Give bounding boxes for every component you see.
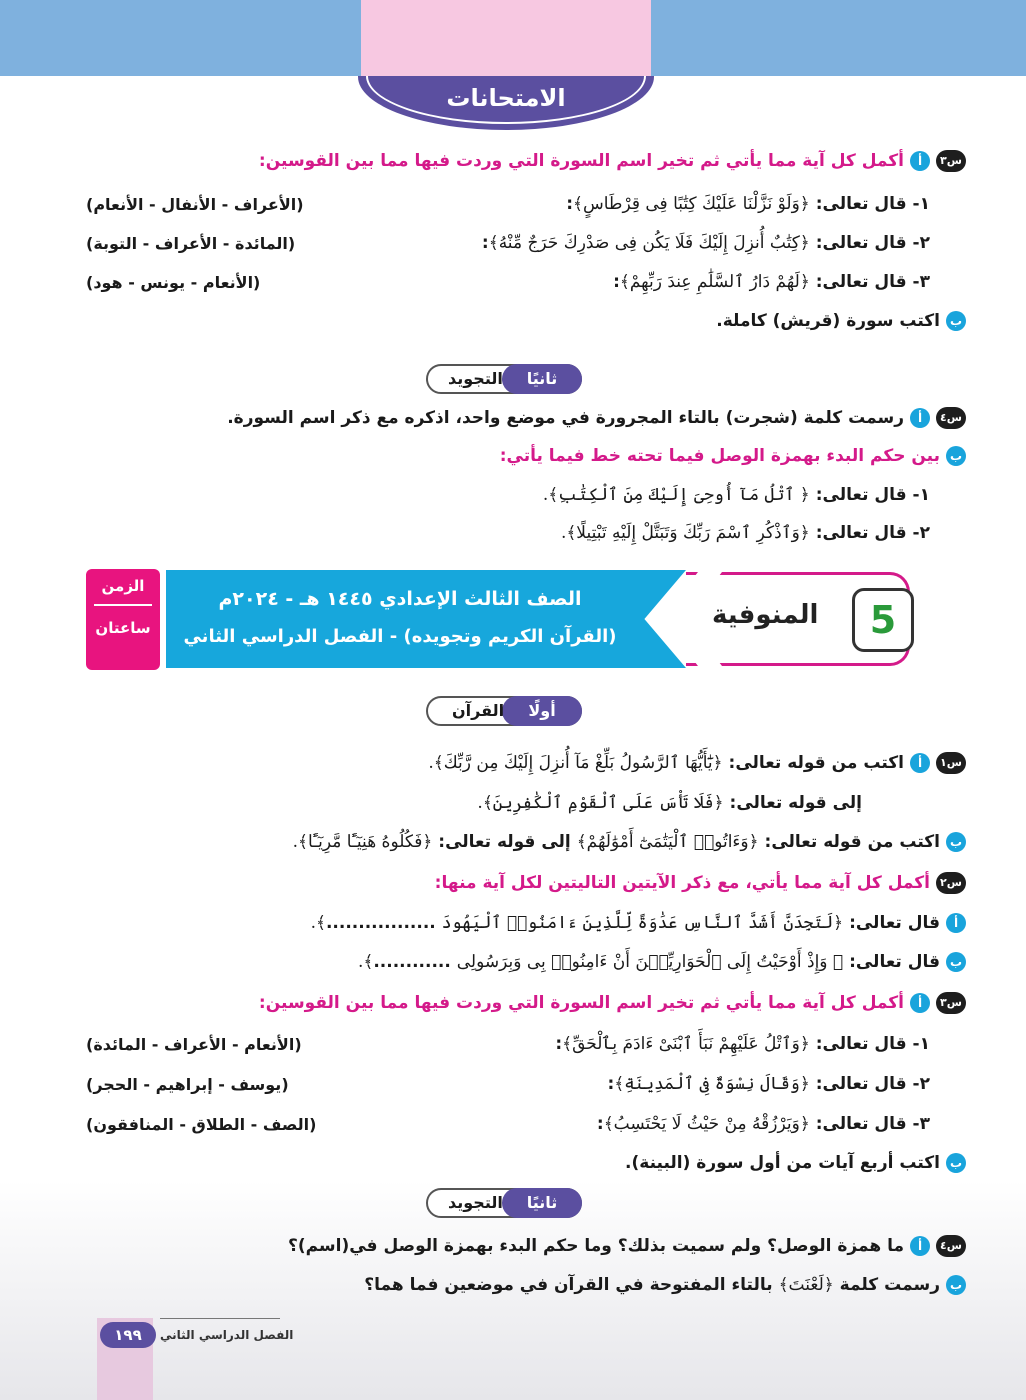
item-prefix: إلى قوله تعالى: <box>438 832 571 852</box>
question-2-header <box>435 872 966 894</box>
verse-item-2 <box>561 522 930 543</box>
choices: (الأنعام - الأعراف - المائدة) <box>86 1035 302 1054</box>
verse-text: ﴿وَٱذْكُرِ ٱسْمَ رَبِّكَ وَتَبَتَّلْ إِلَيْهِ تَبْتِيلًا﴾. <box>560 523 810 543</box>
verse-item-b <box>358 951 966 972</box>
verse-text: ﴿لَتَجِدَنَّ أَشَدَّ ٱلنَّاسِ عَدَٰوَةً لِّلَّذِينَ ءَامَنُوا۟ ٱلْيَهُودَ <box>441 913 844 933</box>
item-prefix: قال تعالى: <box>849 952 940 972</box>
question-badge: س٣ <box>936 992 966 1014</box>
governorate-name: المنوفية <box>712 600 819 630</box>
choices: (المائدة - الأعراف - التوبة) <box>86 234 296 253</box>
question-text: رسمت كلمة <box>839 1275 940 1295</box>
time-label: الزمن <box>101 577 145 595</box>
verse-item-1 <box>566 193 930 214</box>
choices: (الصف - الطلاق - المنافقون) <box>86 1115 317 1134</box>
blank-dots: ............ <box>373 952 451 972</box>
section-pill-label: التجويد <box>448 369 503 388</box>
question-text: اكتب من قوله تعالى: <box>764 832 940 852</box>
item-prefix: ٣- قال تعالى: <box>815 272 930 292</box>
question-text: أكمل كل آية مما يأتي ثم تخير اسم السورة التي وردت فيها مما بين القوسين: <box>258 993 904 1013</box>
verse-text: ﴿وَٱتْلُ عَلَيْهِمْ نَبَأَ ٱبْنَىْ ءَادَمَ بِٱلْحَقِّ﴾ <box>562 1034 810 1054</box>
item-suffix: : <box>607 1074 615 1094</box>
question-text: اكتب من قوله تعالى: <box>728 753 904 773</box>
item-marker: أ <box>910 408 930 428</box>
item-marker: أ <box>910 753 930 773</box>
verse-item-1 <box>555 1033 930 1054</box>
item-marker: أ <box>946 913 966 933</box>
question-text: أكمل كل آية مما يأتي، مع ذكر الآيتين التاليتين لكل آية منها: <box>434 873 930 893</box>
item-marker: ب <box>946 446 966 466</box>
item-prefix: ٣- قال تعالى: <box>815 1114 930 1134</box>
question-badge: س٣ <box>936 150 966 172</box>
section-pill-number: ثانيًا <box>502 364 582 394</box>
question-b <box>716 311 966 331</box>
question-b <box>364 1274 966 1295</box>
exam-subtitle: (القرآن الكريم وتجويده) - الفصل الدراسي الثاني <box>183 626 617 647</box>
item-marker: ب <box>946 832 966 852</box>
item-marker: ب <box>946 952 966 972</box>
footer-divider <box>160 1318 280 1319</box>
verse-text: ﴿لَهُمْ دَارُ ٱلسَّلَٰمِ عِندَ رَبِّهِمْ﴾ <box>619 272 810 292</box>
item-suffix: : <box>566 194 574 214</box>
time-value: ساعتان <box>95 619 151 637</box>
question-text: رسمت كلمة (شجرت) بالتاء المجرورة في موضع واحد، اذكره مع ذكر اسم السورة. <box>227 408 904 428</box>
verse-text: ﴿لَعْنَتَ﴾ <box>778 1275 834 1295</box>
verse-text: ﴿ ٱتْلُ مَآ أُوحِىَ إِلَيْكَ مِنَ ٱلْكِتَٰبِ﴾. <box>542 485 810 505</box>
verse-text: ﴿وَقَالَ نِسْوَةٌ فِى ٱلْمَدِينَةِ﴾ <box>614 1074 810 1094</box>
item-marker: ب <box>946 1275 966 1295</box>
verse-item-1 <box>543 484 930 505</box>
question-badge: س١ <box>936 752 966 774</box>
verse-item-2 <box>607 1073 930 1094</box>
question-text: بين حكم البدء بهمزة الوصل فيما تحته خط فيما يأتي: <box>499 446 940 466</box>
verse-text: ﴿فَلَا تَأْسَ عَلَى ٱلْقَوْمِ ٱلْكَٰفِرِينَ﴾. <box>477 793 724 813</box>
item-prefix: إلى قوله تعالى: <box>729 793 862 813</box>
section-pill-label: القرآن <box>452 701 505 720</box>
section-pill-number: ثانيًا <box>502 1188 582 1218</box>
choices: (الأعراف - الأنفال - الأنعام) <box>86 195 304 214</box>
question-4-header <box>227 407 966 429</box>
choices: (يوسف - إبراهيم - الحجر) <box>86 1075 289 1094</box>
time-box <box>86 569 160 670</box>
section-pill-number: أولًا <box>502 696 582 726</box>
item-prefix: ١- قال تعالى: <box>815 194 930 214</box>
verse-text: ﴿يَٰٓأَيُّهَا ٱلرَّسُولُ بَلِّغْ مَآ أُنزِلَ إِلَيْكَ مِن رَّبِّكَ﴾. <box>428 753 723 773</box>
footer-label: الفصل الدراسي الثاني <box>160 1328 294 1342</box>
item-suffix: : <box>481 233 489 253</box>
verse-item-3 <box>597 1113 930 1134</box>
question-b <box>625 1153 966 1173</box>
verse-text: ﴿كِتَٰبٌ أُنزِلَ إِلَيْكَ فَلَا يَكُن فِى صَدْرِكَ حَرَجٌ مِّنْهُ﴾ <box>488 233 810 253</box>
question-4-header <box>288 1235 966 1257</box>
item-marker: أ <box>910 993 930 1013</box>
question-1-header <box>428 752 966 774</box>
verse-text: ﴿وَءَاتُوا۟ ٱلْيَتَٰمَىٰٓ أَمْوَٰلَهُمْ﴾ <box>576 832 759 852</box>
page-title: الامتحانات <box>446 84 566 112</box>
item-suffix: : <box>613 272 620 292</box>
item-prefix: ٢- قال تعالى: <box>815 1074 930 1094</box>
exam-banner <box>166 570 686 668</box>
verse-text: ﴿وَيَرْزُقْهُ مِنْ حَيْثُ لَا يَحْتَسِبُ﴾ <box>603 1114 810 1134</box>
item-marker: أ <box>910 151 930 171</box>
verse-text: ﴿وَلَوْ نَزَّلْنَا عَلَيْكَ كِتَٰبًا فِى قِرْطَاسٍ﴾ <box>573 194 810 214</box>
question-b <box>293 831 966 852</box>
exam-title: الصف الثالث الإعدادي ١٤٤٥ هـ - ٢٠٢٤م <box>218 588 582 610</box>
section-pill-label: التجويد <box>448 1193 503 1212</box>
item-prefix: قال تعالى: <box>849 913 940 933</box>
question-3-header <box>259 992 966 1014</box>
verse-item-a <box>311 912 966 933</box>
blank-dots: ................. <box>325 913 436 933</box>
verse-item-2 <box>482 232 930 253</box>
time-divider <box>94 604 152 606</box>
page-number: ١٩٩ <box>100 1322 156 1348</box>
question-badge: س٤ <box>936 1235 966 1257</box>
verse-end: ﴾. <box>310 913 326 933</box>
item-prefix: ١- قال تعالى: <box>815 1034 930 1054</box>
question-1-continuation <box>477 792 862 813</box>
question-text: اكتب أربع آيات من أول سورة (البينة). <box>625 1153 940 1173</box>
question-text: ما همزة الوصل؟ ولم سميت بذلك؟ وما حكم البدء بهمزة الوصل في(اسم)؟ <box>287 1236 904 1256</box>
question-3-header <box>259 150 966 172</box>
question-text: أكمل كل آية مما يأتي ثم تخير اسم السورة التي وردت فيها مما بين القوسين: <box>258 151 904 171</box>
question-text-continued: بالتاء المفتوحة في القرآن في موضعين فما هما؟ <box>364 1275 773 1295</box>
choices: (الأنعام - يونس - هود) <box>86 273 261 292</box>
verse-text: ﴿ وَإِذْ أَوْحَيْتُ إِلَى ٱلْحَوَارِيِّـۧنَ أَنْ ءَامِنُوا۟ بِى وَبِرَسُولِى <box>456 952 844 972</box>
item-marker: ب <box>946 1153 966 1173</box>
item-suffix: : <box>555 1034 563 1054</box>
item-marker: أ <box>910 1236 930 1256</box>
item-prefix: ٢- قال تعالى: <box>815 233 930 253</box>
item-suffix: : <box>596 1114 604 1134</box>
verse-text: ﴿فَكُلُوهُ هَنِيٓـًٔا مَّرِيٓـًٔا﴾. <box>292 832 433 852</box>
question-badge: س٤ <box>936 407 966 429</box>
item-prefix: ١- قال تعالى: <box>815 485 930 505</box>
top-pink-panel <box>361 0 651 76</box>
item-marker: ب <box>946 311 966 331</box>
question-b <box>500 446 966 466</box>
exam-number: 5 <box>852 588 914 652</box>
verse-item-3 <box>613 271 930 292</box>
verse-end: ﴾. <box>357 952 374 972</box>
question-text: اكتب سورة (قريش) كاملة. <box>716 311 940 331</box>
question-badge: س٢ <box>936 872 966 894</box>
item-prefix: ٢- قال تعالى: <box>815 523 930 543</box>
